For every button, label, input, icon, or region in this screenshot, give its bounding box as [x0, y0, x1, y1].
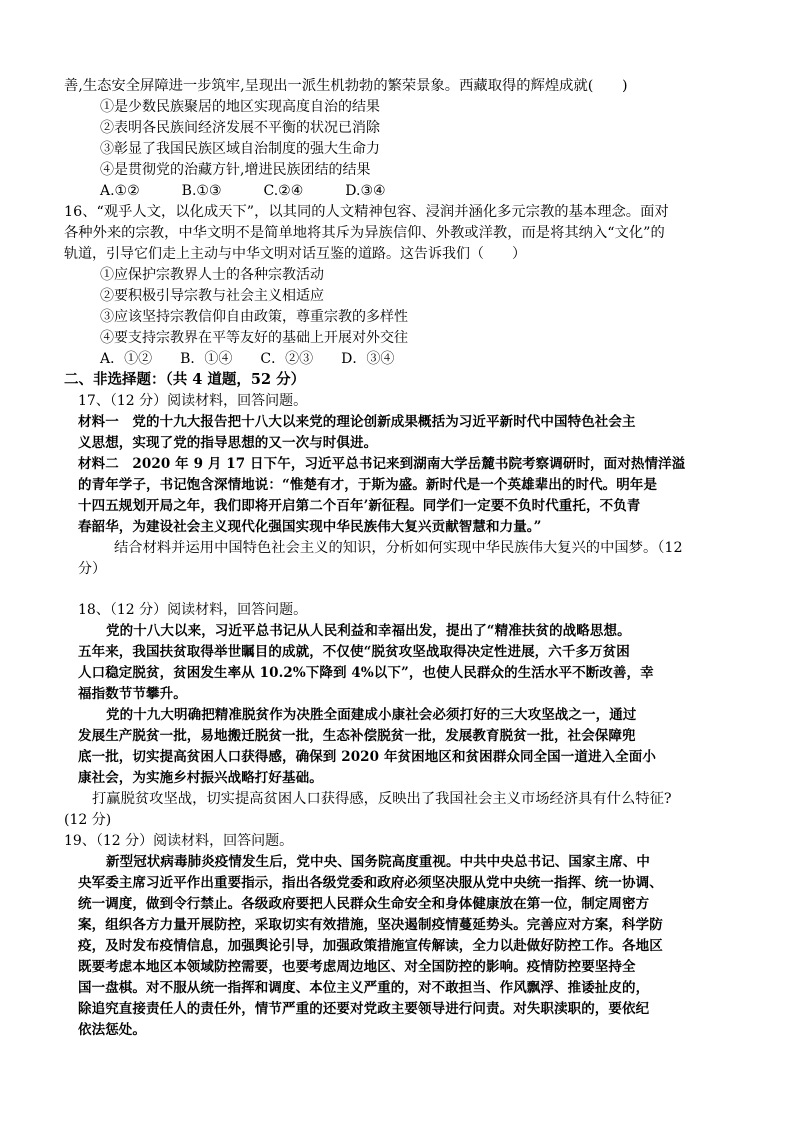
q17-material-2-line-4: 春韶华，为建设社会主义现代化强国实现中华民族伟大复兴贡献智慧和力量。” — [78, 519, 542, 535]
q19-line-3: 统一调度，做到令行禁止。各级政府要把人民群众生命安全和身体健康放在第一位，制定周密方 — [78, 896, 650, 912]
q19-line-8: 除追究直接责任人的责任外，情节严重的还要对党政主要领导进行问责。对失职渎职的，要依纪 — [78, 1001, 650, 1017]
q18-question-line-1: 打赢脱贫攻坚战，切实提高贫困人口获得感，反映出了我国社会主义市场经济具有什么特征? — [92, 791, 672, 807]
q19-line-5: 疫，及时发布疫情信息，加强舆论引导，加强政策措施宣传解读，全力以赴做好防控工作。各地区 — [78, 938, 663, 954]
q16-line-2: 各种外来的宗教，中华文明不是简单地将其斥为异族信仰、外教或洋教，而是将其纳入“文化”的 — [64, 225, 665, 241]
q16-option-3: ③应该坚持宗教信仰自由政策，尊重宗教的多样性 — [100, 309, 408, 325]
q16-line-1: 16、“观乎人文，以化成天下”，以其同的人文精神包容、浸润并涵化多元宗教的基本理念。面对 — [64, 204, 669, 220]
q18-para-1-line-3: 人口稳定脱贫，贫困发生率从 10.2%下降到 4%以下”，也使人民群众的生活水平不断改善，幸 — [78, 665, 654, 681]
q18-para-2-line-1: 党的十九大明确把精准脱贫作为决胜全面建成小康社会必须打好的三大攻坚战之一，通过 — [106, 707, 637, 723]
q17-material-2-line-1: 材料二 2020 年 9 月 17 日下午，习近平总书记来到湖南大学岳麓书院考察调研时，面对热情洋溢 — [78, 456, 686, 472]
q19-line-4: 案，组织各方力量开展防控，采取切实有效措施，坚决遏制疫情蔓延势头。完善应对方案，科学防 — [78, 917, 663, 933]
q15-stem: 善,生态安全屏障进一步筑牢,呈现出一派生机勃勃的繁荣景象。西藏取得的辉煌成就( ) — [64, 78, 628, 94]
q17-question-line-1: 结合材料并运用中国特色社会主义的知识，分析如何实现中华民族伟大复兴的中国梦。（12 — [114, 540, 683, 556]
q19-line-9: 依法惩处。 — [78, 1022, 146, 1038]
q18-para-1-line-1: 党的十八大以来，习近平总书记从人民利益和幸福出发，提出了“精准扶贫的战略思想。 — [106, 623, 631, 639]
q17-material-2-line-3: 十四五规划开局之年，我们即将开启第二个百年’新征程。同学们一定要不负时代重托，不负青 — [78, 498, 641, 514]
q17-intro: 17、（12 分）阅读材料，回答问题。 — [78, 393, 308, 409]
q16-option-2: ②要积极引导宗教与社会主义相适应 — [100, 288, 324, 304]
q15-option-4: ④是贯彻党的治藏方针,增进民族团结的结果 — [100, 162, 371, 178]
section-heading: 二、非选择题：（共 4 道题，52 分） — [64, 371, 306, 388]
q18-intro: 18、（12 分）阅读材料，回答问题。 — [78, 602, 308, 618]
q18-question-line-2: (12 分) — [64, 812, 112, 828]
q15-option-3: ③彰显了我国民族区域自治制度的强大生命力 — [100, 141, 380, 157]
q19-line-7: 国一盘棋。对不服从统一指挥和调度、本位主义严重的，对不敢担当、作风飘浮、推诿扯皮的， — [78, 980, 650, 996]
q19-line-1: 新型冠状病毒肺炎疫情发生后，党中央、国务院高度重视。中共中央总书记、国家主席、中 — [106, 854, 650, 870]
q18-para-2-line-4: 康社会，为实施乡村振兴战略打好基础。 — [78, 770, 323, 786]
q19-intro: 19、（12 分）阅读材料，回答问题。 — [64, 833, 294, 849]
q18-para-2-line-3: 底一批，切实提高贫困人口获得感，确保到 2020 年贫困地区和贫困群众同全国一道进入全面小 — [78, 749, 656, 765]
q16-line-3: 轨道，引导它们走上主动与中华文明对话互鉴的道路。这告诉我们（ ） — [64, 246, 526, 262]
q18-para-1-line-4: 福指数节节攀升。 — [78, 686, 187, 702]
q15-option-2: ②表明各民族间经济发展不平衡的状况已消除 — [100, 120, 380, 136]
q17-question-line-2: 分） — [78, 561, 106, 577]
q19-line-6: 既要考虑本地区本领域防控需要，也要考虑周边地区、对全国防控的影响。疫情防控要坚持全 — [78, 959, 636, 975]
q18-para-1-line-2: 五年来，我国扶贫取得举世瞩目的成就，不仅使“脱贫攻坚战取得决定性进展，六千多万贫困 — [78, 644, 630, 660]
q17-material-1-line-1: 材料一 党的十九大报告把十八大以来党的理论创新成果概括为习近平新时代中国特色社会主 — [78, 414, 636, 430]
q16-choices: A．①② B．①④ C．②③ D．③④ — [100, 351, 395, 367]
q18-para-2-line-2: 发展生产脱贫一批，易地搬迁脱贫一批，生态补偿脱贫一批，发展教育脱贫一批，社会保障兜 — [78, 728, 636, 744]
q17-material-2-line-2: 的青年学子，书记饱含深情地说：“惟楚有才，于斯为盛。新时代是一个英雄辈出的时代。明年是 — [78, 477, 658, 493]
q15-option-1: ①是少数民族聚居的地区实现高度自治的结果 — [100, 99, 380, 115]
q16-option-1: ①应保护宗教界人士的各种宗教活动 — [100, 267, 324, 283]
q19-line-2: 央军委主席习近平作出重要指示，指出各级党委和政府必须坚决服从党中央统一指挥、统一协调、 — [78, 875, 663, 891]
q16-option-4: ④要支持宗教界在平等友好的基础上开展对外交往 — [100, 330, 408, 346]
q17-material-1-line-2: 义思想，实现了党的指导思想的又一次与时俱进。 — [78, 435, 378, 451]
q15-choices: A.①② B.①③ C.②④ D.③④ — [100, 183, 386, 199]
